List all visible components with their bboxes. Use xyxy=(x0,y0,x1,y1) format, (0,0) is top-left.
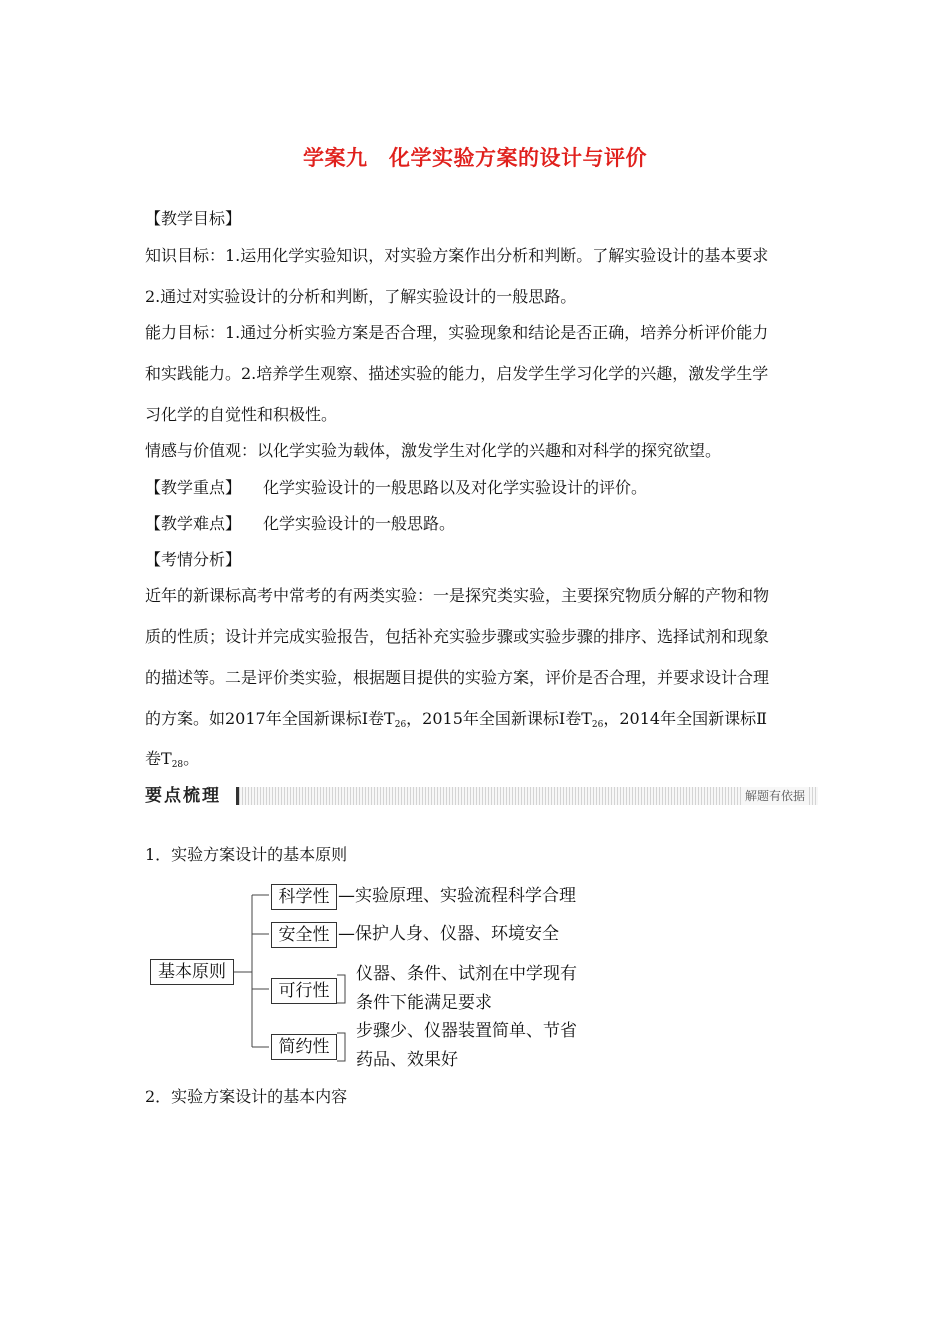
knowledge-objective-2: 2.通过对实验设计的分析和判断，了解实验设计的一般思路。 xyxy=(145,287,577,306)
branch-box-feasibility: 可行性 xyxy=(271,978,337,1004)
objectives-header: 【教学目标】 xyxy=(145,209,242,228)
key-points xyxy=(145,477,647,499)
branch-text-safety: —保护人身、仪器、环境安全 xyxy=(338,924,559,944)
subscript: 26 xyxy=(394,720,407,730)
ability-objective-3: 习化学的自觉性和积极性。 xyxy=(145,405,338,424)
difficult-points-text: 化学实验设计的一般思路。 xyxy=(263,514,456,533)
ability-objective-2: 和实践能力。2.培养学生观察、描述实验的能力，启发学生学习化学的兴趣，激发学生学 xyxy=(145,364,769,383)
branch-text-scientific: —实验原理、实验流程科学合理 xyxy=(338,886,576,906)
analysis-line-1: 近年的新课标高考中常考的有两类实验：一是探究类实验，主要探究物质分解的产物和物 xyxy=(145,586,770,605)
principles-diagram xyxy=(145,880,615,1080)
key-points-text: 化学实验设计的一般思路以及对化学实验设计的评价。 xyxy=(263,478,648,497)
branch-text-simplicity-2: 药品、效果好 xyxy=(356,1050,458,1070)
key-points-label: 【教学重点】 xyxy=(145,478,242,497)
banner-bar xyxy=(236,787,818,805)
branch-text-feasibility-1: 仪器、条件、试剂在中学现有 xyxy=(356,964,577,984)
analysis-line-5 xyxy=(145,748,199,776)
analysis-text: 的方案。如2017年全国新课标Ⅰ卷T xyxy=(145,709,395,728)
branch-text-feasibility-2: 条件下能满足要求 xyxy=(356,993,492,1013)
analysis-line-3: 的描述等。二是评价类实验，根据题目提供的实验方案，评价是否合理，并要求设计合理 xyxy=(145,668,770,687)
banner-label: 要点梳理 xyxy=(145,786,221,806)
branch-box-scientific: 科学性 xyxy=(271,884,337,910)
analysis-text: ，2015年全国新课标Ⅰ卷T xyxy=(406,709,592,728)
analysis-line-2: 质的性质；设计并完成实验报告，包括补充实验步骤或实验步骤的排序、选择试剂和现象 xyxy=(145,627,770,646)
section-banner xyxy=(145,784,815,808)
branch-box-safety: 安全性 xyxy=(271,922,337,948)
analysis-text: ，2014年全国新课标Ⅱ xyxy=(603,709,767,728)
difficult-points-label: 【教学难点】 xyxy=(145,514,242,533)
analysis-text: 卷T xyxy=(145,749,172,768)
difficult-points xyxy=(145,513,455,535)
emotion-objective: 情感与价值观：以化学实验为载体，激发学生对化学的兴趣和对科学的探究欲望。 xyxy=(145,441,722,460)
analysis-text: 。 xyxy=(183,749,200,768)
branch-box-simplicity: 简约性 xyxy=(271,1034,337,1060)
ability-objective-1: 能力目标：1.通过分析实验方案是否合理，实验现象和结论是否正确，培养分析评价能力 xyxy=(145,323,769,342)
branch-text-simplicity-1: 步骤少、仪器装置简单、节省 xyxy=(356,1021,577,1041)
analysis-line-4 xyxy=(145,708,767,736)
banner-right-text: 解题有依据 xyxy=(741,787,809,805)
subscript: 28 xyxy=(171,760,184,770)
bracket-4 xyxy=(337,1033,345,1061)
item-1-heading: 1．实验方案设计的基本原则 xyxy=(145,845,348,864)
root-box: 基本原则 xyxy=(150,959,234,985)
bracket-3 xyxy=(337,975,345,1003)
item-2-heading: 2．实验方案设计的基本内容 xyxy=(145,1087,348,1106)
page-title: 学案九 化学实验方案的设计与评价 xyxy=(303,146,647,170)
knowledge-objective: 知识目标：1.运用化学实验知识，对实验方案作出分析和判断。了解实验设计的基本要求 xyxy=(145,246,769,265)
analysis-header: 【考情分析】 xyxy=(145,550,242,569)
subscript: 26 xyxy=(591,720,604,730)
